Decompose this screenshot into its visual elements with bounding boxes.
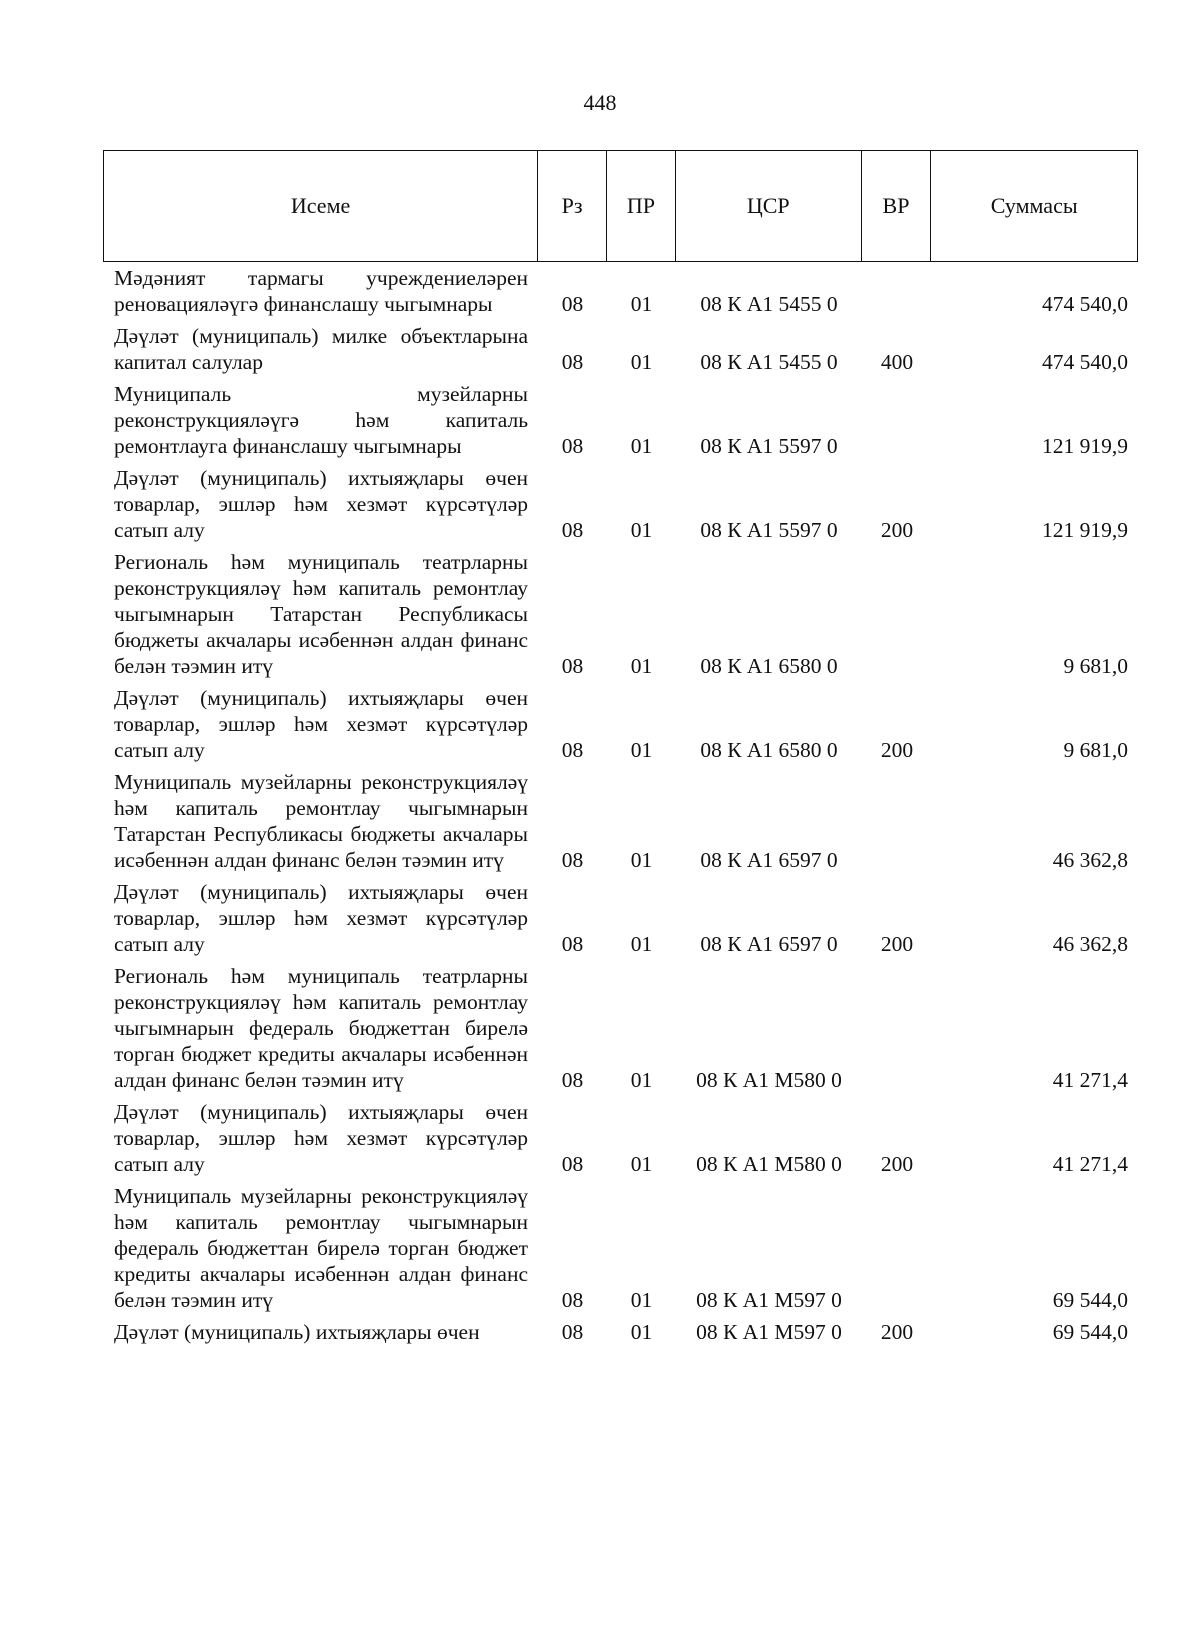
table-row bbox=[103, 879, 1138, 957]
row-rz: 08 bbox=[561, 738, 584, 762]
row-pr: 01 bbox=[630, 1068, 653, 1092]
row-vr: 400 bbox=[880, 350, 914, 374]
row-pr: 01 bbox=[630, 350, 653, 374]
row-rz: 08 bbox=[561, 1068, 584, 1092]
table-row bbox=[103, 769, 1138, 873]
row-name: Региональ һәм муниципаль театрларны реконструкцияләү һәм капиталь ремонтлау чыгымнарын Татарстан Республикасы бюджеты акчалары исәбеннән алдан финанс белән тәэмин итү bbox=[114, 550, 528, 678]
row-csr: 08 К А1 6580 0 bbox=[700, 654, 838, 678]
row-rz: 08 bbox=[561, 350, 584, 374]
row-name: Дәүләт (муниципаль) ихтыяҗлары өчен bbox=[114, 1320, 480, 1344]
row-pr: 01 bbox=[630, 654, 653, 678]
row-csr: 08 К А1 5597 0 bbox=[700, 434, 838, 458]
row-vr: 200 bbox=[880, 932, 914, 956]
row-pr: 01 bbox=[630, 292, 653, 316]
table-row bbox=[103, 465, 1138, 543]
row-name: Региональ һәм муниципаль театрларны реконструкцияләү һәм капиталь ремонтлау чыгымнарын федераль бюджеттан бирелә торган бюджет кредиты акчалары исәбеннән алдан финанс белән тәэмин итү bbox=[114, 964, 528, 1092]
row-rz: 08 bbox=[561, 654, 584, 678]
row-sum: 69 544,0 bbox=[1052, 1320, 1128, 1344]
table-body bbox=[103, 265, 1138, 1351]
column-header-csr: ЦСР bbox=[676, 151, 862, 261]
row-csr: 08 К А1 М580 0 bbox=[696, 1068, 842, 1092]
table-header bbox=[103, 150, 1138, 262]
row-sum: 474 540,0 bbox=[1042, 350, 1128, 374]
row-csr: 08 К А1 М580 0 bbox=[696, 1152, 842, 1176]
row-rz: 08 bbox=[561, 848, 584, 872]
row-sum: 41 271,4 bbox=[1052, 1152, 1128, 1176]
row-sum: 9 681,0 bbox=[1063, 654, 1128, 678]
row-csr: 08 К А1 М597 0 bbox=[696, 1288, 842, 1312]
table-row bbox=[103, 685, 1138, 763]
table-row bbox=[103, 265, 1138, 317]
column-header-pr: ПР bbox=[607, 151, 676, 261]
row-csr: 08 К А1 6597 0 bbox=[700, 932, 838, 956]
table-row bbox=[103, 1319, 1138, 1345]
row-sum: 121 919,9 bbox=[1042, 518, 1128, 542]
row-sum: 41 271,4 bbox=[1052, 1068, 1128, 1092]
row-pr: 01 bbox=[630, 1152, 653, 1176]
row-vr: 200 bbox=[880, 738, 914, 762]
row-name: Муниципаль музейларны реконструкцияләү һәм капиталь ремонтлау чыгымнарын Татарстан Республикасы бюджеты акчалары исәбеннән алдан финанс белән тәэмин итү bbox=[114, 770, 528, 872]
row-vr: 200 bbox=[880, 1320, 914, 1344]
table-row bbox=[103, 1099, 1138, 1177]
row-rz: 08 bbox=[561, 932, 584, 956]
row-sum: 121 919,9 bbox=[1042, 434, 1128, 458]
row-name: Дәүләт (муниципаль) ихтыяҗлары өчен товарлар, эшләр һәм хезмәт күрсәтүләр сатып алу bbox=[114, 466, 528, 542]
row-rz: 08 bbox=[561, 1320, 584, 1344]
row-name: Дәүләт (муниципаль) ихтыяҗлары өчен товарлар, эшләр һәм хезмәт күрсәтүләр сатып алу bbox=[114, 686, 528, 762]
row-vr: 200 bbox=[880, 518, 914, 542]
column-header-vr: ВР bbox=[862, 151, 932, 261]
column-header-sum: Суммасы bbox=[990, 193, 1078, 218]
row-sum: 474 540,0 bbox=[1042, 292, 1128, 316]
row-sum: 46 362,8 bbox=[1052, 932, 1128, 956]
row-name: Муниципаль музейларны реконструкцияләү һәм капиталь ремонтлау чыгымнарын федераль бюджеттан бирелә торган бюджет кредиты акчалары исәбеннән алдан финанс белән тәэмин итү bbox=[114, 1184, 528, 1312]
row-csr: 08 К А1 6597 0 bbox=[700, 848, 838, 872]
row-sum: 9 681,0 bbox=[1063, 738, 1128, 762]
table-row bbox=[103, 549, 1138, 679]
row-pr: 01 bbox=[630, 848, 653, 872]
row-pr: 01 bbox=[630, 518, 653, 542]
row-rz: 08 bbox=[561, 1152, 584, 1176]
row-name: Дәүләт (муниципаль) милке объектларына капитал салулар bbox=[114, 324, 528, 374]
row-vr: 200 bbox=[880, 1152, 914, 1176]
table-row bbox=[103, 963, 1138, 1093]
row-csr: 08 К А1 6580 0 bbox=[700, 738, 838, 762]
row-rz: 08 bbox=[561, 518, 584, 542]
row-rz: 08 bbox=[561, 1288, 584, 1312]
row-name: Дәүләт (муниципаль) ихтыяҗлары өчен товарлар, эшләр һәм хезмәт күрсәтүләр сатып алу bbox=[114, 1100, 528, 1176]
row-sum: 69 544,0 bbox=[1052, 1288, 1128, 1312]
row-pr: 01 bbox=[630, 738, 653, 762]
row-pr: 01 bbox=[630, 1288, 653, 1312]
row-name: Дәүләт (муниципаль) ихтыяҗлары өчен товарлар, эшләр һәм хезмәт күрсәтүләр сатып алу bbox=[114, 880, 528, 956]
table-row bbox=[103, 381, 1138, 459]
page-number: 448 bbox=[583, 90, 617, 115]
row-csr: 08 К А1 5455 0 bbox=[700, 292, 838, 316]
row-csr: 08 К А1 5455 0 bbox=[700, 350, 838, 374]
row-rz: 08 bbox=[561, 434, 584, 458]
row-pr: 01 bbox=[630, 1320, 653, 1344]
column-header-name: Исеме bbox=[104, 151, 538, 261]
row-csr: 08 К А1 5597 0 bbox=[700, 518, 838, 542]
row-csr: 08 К А1 М597 0 bbox=[696, 1320, 842, 1344]
row-sum: 46 362,8 bbox=[1052, 848, 1128, 872]
row-pr: 01 bbox=[630, 932, 653, 956]
row-name: Муниципаль музейларны реконструкцияләүгә һәм капиталь ремонтлауга финанслашу чыгымнары bbox=[114, 382, 528, 458]
table-row bbox=[103, 323, 1138, 375]
row-pr: 01 bbox=[630, 434, 653, 458]
row-name: Мәдәният тармагы учреждениеләрен реновацияләүгә финанслашу чыгымнары bbox=[114, 266, 528, 316]
row-rz: 08 bbox=[561, 292, 584, 316]
table-row bbox=[103, 1183, 1138, 1313]
column-header-rz: Рз bbox=[538, 151, 607, 261]
